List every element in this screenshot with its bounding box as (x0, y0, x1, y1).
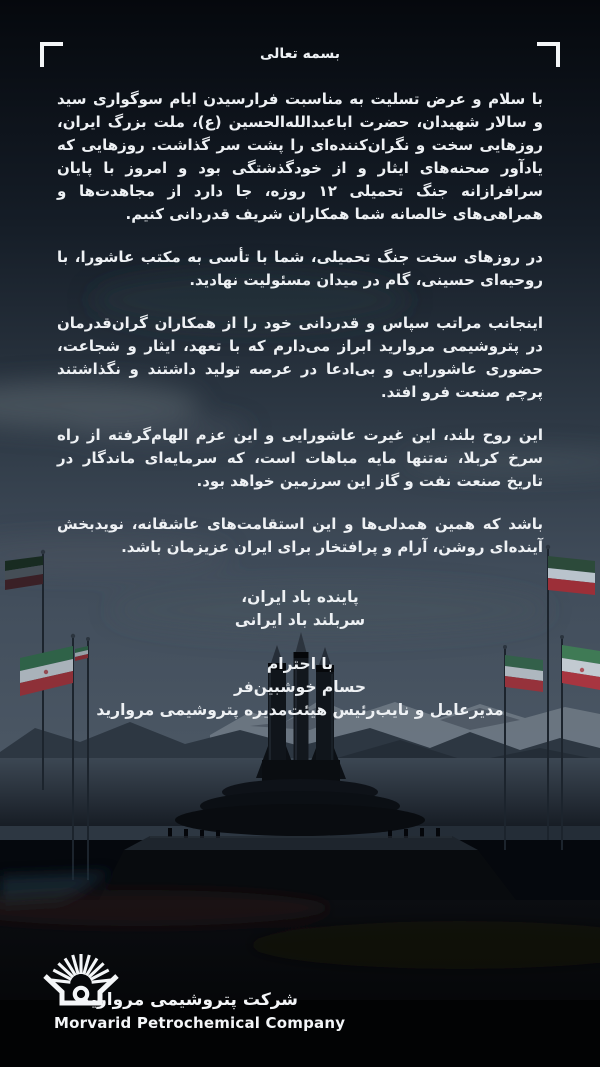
signature-name: حسام خوشبین‌فر (233, 678, 367, 696)
company-name-fa: شرکت پتروشیمی مروارید (80, 990, 298, 1010)
slogan-line-1: پاینده باد ایران، (241, 588, 359, 606)
paragraph-legacy: این روح بلند، این غیرت عاشورایی و این عزم الهام‌گرفته از راه سرخ کربلا، نه‌تنها مایه مباهات است، که سرمایه‌ای ماندگار در تاریخ صنعت نفت و گاز این سرزمین خواهد بود. (57, 426, 543, 490)
company-name-en: Morvarid Petrochemical Company (54, 1014, 346, 1032)
company-logo-block (40, 950, 346, 1040)
paragraph-gratitude: اینجانب مراتب سپاس و قدردانی خود را از همکاران گران‌قدرمان در پتروشیمی مروارید ابراز می‌دارم که با تعهد، ایثار و شجاعت، حضوری عاشورایی و بی‌ادعا در عرصه تولید داشتند و نگذاشتند پرچم صنعت فرو افتد. (57, 314, 543, 401)
slogan-line-2: سربلند باد ایرانی (234, 611, 366, 629)
signature-salutation: با احترام (266, 655, 334, 673)
signature-block (0, 653, 600, 722)
paragraph-hope: باشد که همین همدلی‌ها و این استقامت‌های عاشقانه، نویدبخش آینده‌ای روشن، آرام و پرافتخار برای ایران عزیزمان باشد. (57, 515, 543, 556)
message-body (57, 88, 543, 559)
slogan-block (0, 586, 600, 632)
paragraph-condolence: با سلام و عرض تسلیت به مناسبت فرارسیدن ایام سوگواری سید و سالار شهیدان، حضرت اباعبدالله‌الحسین (ع)، ملت بزرگ ایران، روزهایی سخت و نگران‌کننده‌ای را پشت سر گذاشت. روزهایی که یادآور صحنه‌های ایثار و از خودگذشتگی بود و امروز با پایان سرافرازانه جنگ تحمیلی ۱۲ روزه، جا دارد از مجاهدت‌ها و همراهی‌های خالصانه شما همکاران شریف قدردانی کنیم. (57, 90, 543, 223)
bismillah-heading: بسمه تعالی (259, 46, 341, 62)
signature-title: مدیرعامل و نایب‌رئیس هیئت‌مدیره پتروشیمی مروارید (96, 701, 504, 719)
paragraph-ashura-spirit: در روزهای سخت جنگ تحمیلی، شما با تأسی به مکتب عاشورا، با روحیه‌ای حسینی، گام در میدان مسئولیت نهادید. (57, 248, 543, 289)
